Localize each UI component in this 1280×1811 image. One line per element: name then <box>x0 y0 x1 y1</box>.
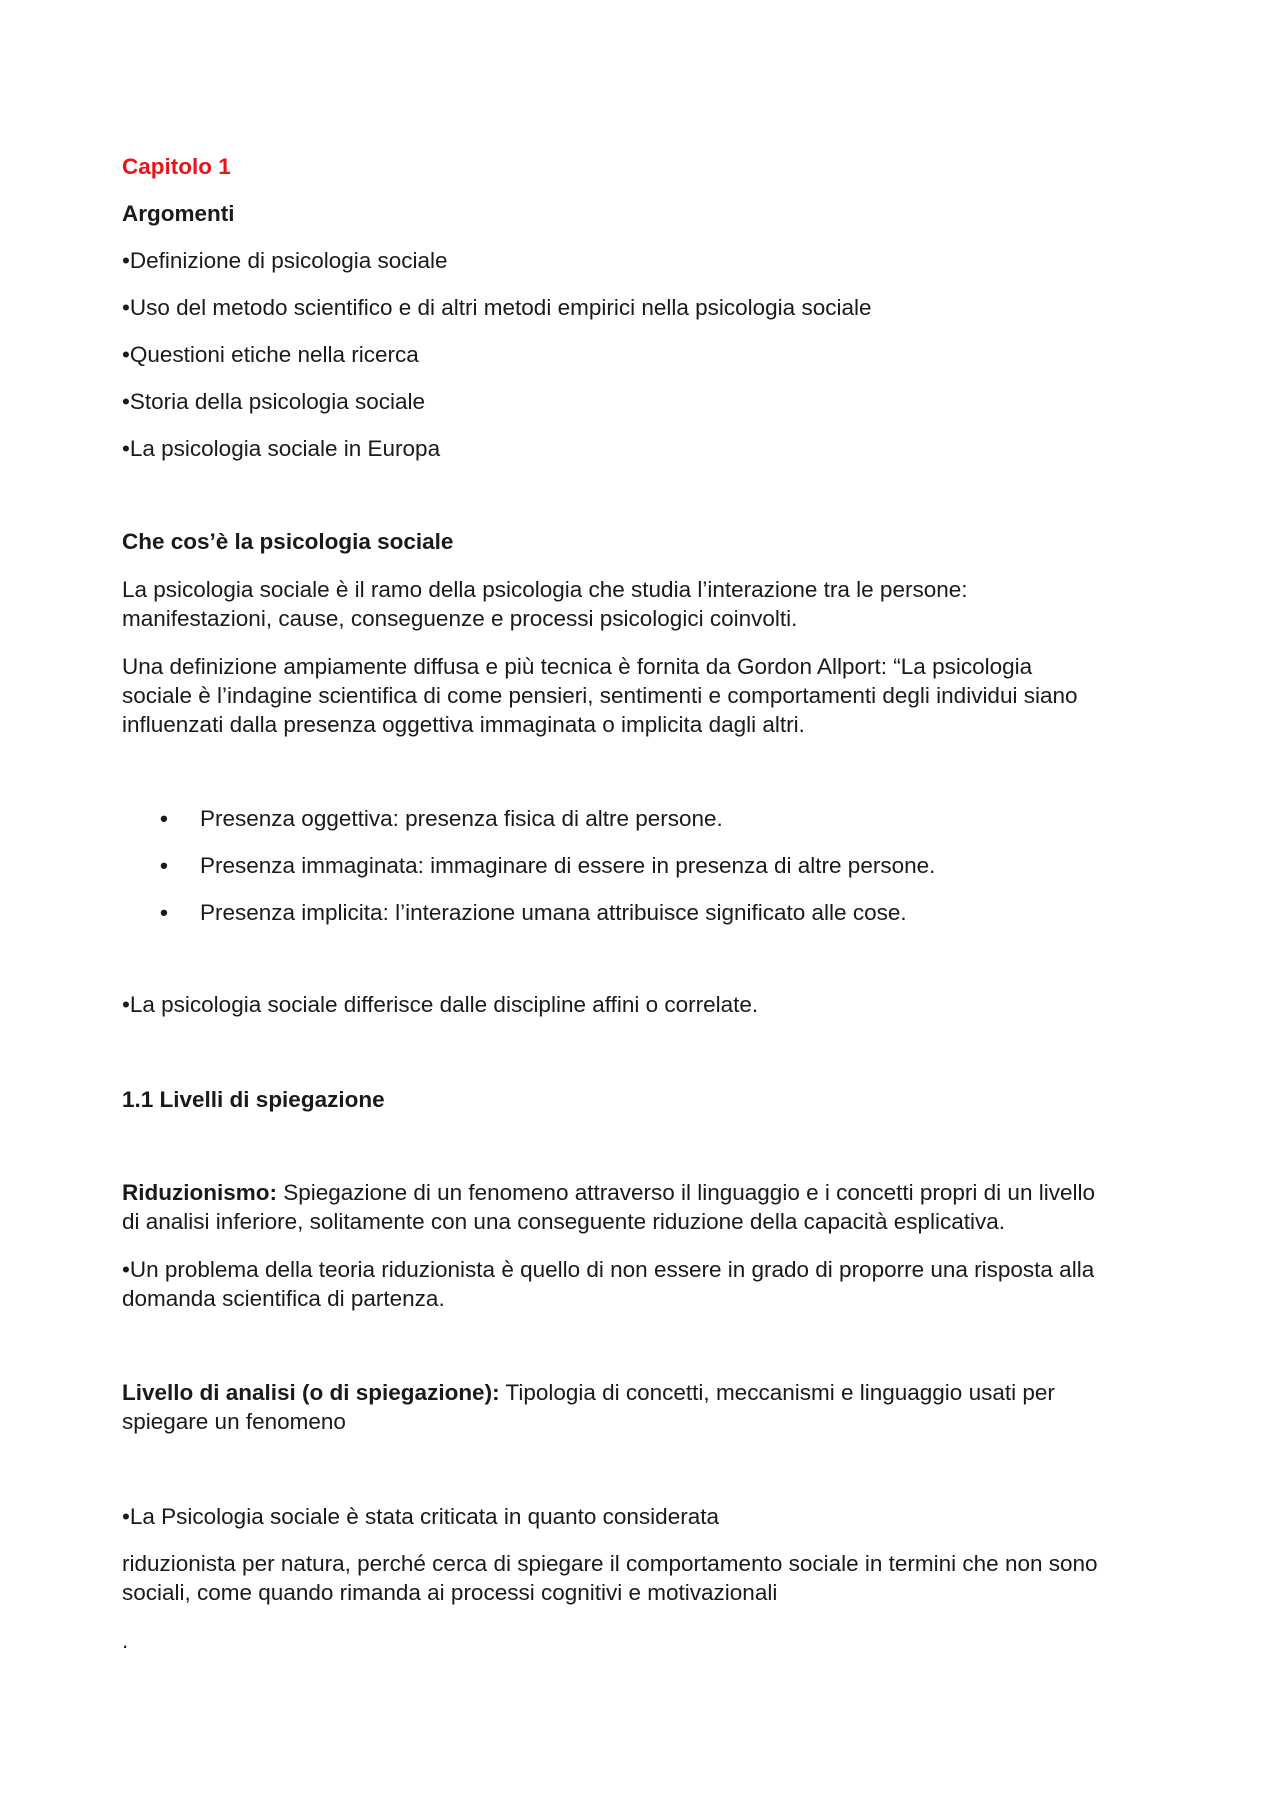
allport-definition-paragraph: Una definizione ampiamente diffusa e più tecnica è fornita da Gordon Allport: “La psicologia sociale è l’indagine scientifica di come pensieri, sentimenti e comportamenti degli individui siano influenzati dalla presenza oggettiva immaginata o implicita dagli altri. <box>122 654 1078 737</box>
bullet-icon: • <box>160 806 168 831</box>
reductionism-term: Riduzionismo: <box>122 1180 277 1205</box>
level-of-analysis-term: Livello di analisi (o di spiegazione): <box>122 1380 500 1405</box>
level-of-analysis-definition: Livello di analisi (o di spiegazione): Tipologia di concetti, meccanismi e linguaggio usati per spiegare un fenomeno <box>122 1380 1055 1434</box>
definition-paragraph: La psicologia sociale è il ramo della psicologia che studia l’interazione tra le persone: manifestazioni, cause, conseguenze e processi psicologici coinvolti. <box>122 577 968 631</box>
differs-note: •La psicologia sociale differisce dalle discipline affini o correlate. <box>122 992 759 1017</box>
topic-item: •Definizione di psicologia sociale <box>122 248 448 273</box>
section-heading-levels: 1.1 Livelli di spiegazione <box>122 1087 385 1112</box>
trailing-dot: . <box>122 1628 129 1653</box>
topics-heading: Argomenti <box>122 201 235 226</box>
topic-item: •Questioni etiche nella ricerca <box>122 342 419 367</box>
bullet-icon: • <box>160 900 168 925</box>
reductionism-definition: Riduzionismo: Spiegazione di un fenomeno attraverso il linguaggio e i concetti propri di un livello di analisi inferiore, solitamente con una conseguente riduzione della capacità esplicativa. <box>122 1180 1095 1234</box>
topic-item: •Storia della psicologia sociale <box>122 389 426 414</box>
critique-paragraph: riduzionista per natura, perché cerca di spiegare il comportamento sociale in termini che non sono sociali, come quando rimanda ai processi cognitivi e motivazionali <box>122 1551 1098 1605</box>
section-heading-what: Che cos’è la psicologia sociale <box>122 529 454 554</box>
document-page: Capitolo 1 Argomenti •Definizione di psicologia sociale •Uso del metodo scientifico e di altri metodi empirici nella psicologia sociale •Questioni etiche nella ricerca •Storia della psicologia sociale •La psicologia sociale in Europa Che cos’è la psicologia sociale La psicologia sociale è il ramo della psicologia che studia l’interazione tra le persone: manifestazioni, cause, conseguenze e processi psicologici coinvolti. Una definizione ampiamente diffusa e più tecnica è fornita da Gordon Allport: “La psicologia sociale è l’indagine scientifica di come pensieri, sentimenti e comportamenti degli individui siano influenzati dalla presenza oggettiva immaginata o implicita dagli altri. • Presenza oggettiva: presenza fisica di altre persone. • Presenza immaginata: immaginare di essere in presenza di altre persone. • Presenza implicita: l’interazione umana attribuisce significato alle cose. •La psicologia sociale differisce dalle discipline affini o correlate. 1.1 Livelli di spiegazione Riduzionismo: Spiegazione di un fenomeno attraverso il linguaggio e i concetti propri di un livello di analisi inferiore, solitamente con una conseguente riduzione della capacità esplicativa. •Un problema della teoria riduzionista è quello di non essere in grado di proporre una risposta alla domanda scientifica di partenza. Livello di analisi (o di spiegazione): Tipologia di concetti, meccanismi e linguaggio usati per spiegare un fenomeno •La Psicologia sociale è stata criticata in quanto considerata riduzionista per natura, perché cerca di spiegare il comportamento sociale in termini che non sono sociali, come quando rimanda ai processi cognitivi e motivazionali . <box>0 0 1280 1811</box>
topic-item: •La psicologia sociale in Europa <box>122 436 441 461</box>
chapter-title: Capitolo 1 <box>122 154 231 179</box>
topic-item: •Uso del metodo scientifico e di altri metodi empirici nella psicologia sociale <box>122 295 872 320</box>
bullet-icon: • <box>160 853 168 878</box>
critique-note: •La Psicologia sociale è stata criticata in quanto considerata <box>122 1504 719 1529</box>
reductionism-problem-note: •Un problema della teoria riduzionista è quello di non essere in grado di proporre una risposta alla domanda scientifica di partenza. <box>122 1257 1095 1311</box>
